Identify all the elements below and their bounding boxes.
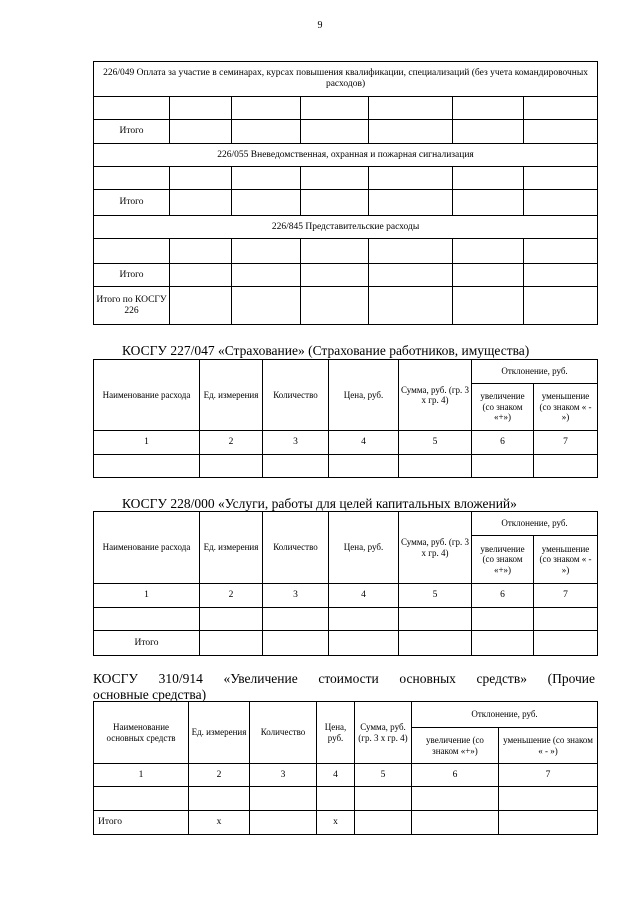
column-number: 7 xyxy=(534,431,598,455)
column-numbers-row xyxy=(94,584,598,608)
table-row xyxy=(94,455,598,478)
total-label: Итого xyxy=(94,811,189,835)
header-decrease: уменьшение (со знаком « - ») xyxy=(534,536,598,584)
column-number: 1 xyxy=(94,764,189,787)
header-sum: Сумма, руб. (гр. 3 х гр. 4) xyxy=(399,360,472,431)
table-310 xyxy=(93,701,598,835)
x-mark: х xyxy=(189,811,250,835)
total-label: Итого xyxy=(94,264,170,287)
column-number: 1 xyxy=(94,584,200,608)
table-226 xyxy=(93,61,598,325)
heading-310-line1: КОСГУ 310/914 «Увеличение стоимости основных средств» (Прочие xyxy=(93,671,595,686)
header-qty: Количество xyxy=(263,360,329,431)
column-number: 3 xyxy=(250,764,317,787)
header-price: Цена, руб. xyxy=(329,360,399,431)
column-number: 5 xyxy=(399,431,472,455)
header-price: Цена, руб. xyxy=(317,702,355,764)
heading-310-line2: основные средства) xyxy=(93,687,207,702)
column-number: 2 xyxy=(200,431,263,455)
table-row xyxy=(94,167,598,190)
column-number: 1 xyxy=(94,431,200,455)
section-title-226-055: 226/055 Вневедомственная, охранная и пожарная сигнализация xyxy=(94,144,598,167)
header-name: Наименование расхода xyxy=(94,360,200,431)
header-increase: увеличение (со знаком «+») xyxy=(472,536,534,584)
grand-total-label: Итого по КОСГУ 226 xyxy=(94,287,170,325)
table-row xyxy=(94,787,598,811)
table-227 xyxy=(93,359,598,478)
column-number: 4 xyxy=(329,431,399,455)
table-row xyxy=(94,190,598,216)
table-row xyxy=(94,608,598,631)
column-number: 5 xyxy=(399,584,472,608)
column-number: 6 xyxy=(472,584,534,608)
column-number: 5 xyxy=(355,764,412,787)
header-qty: Количество xyxy=(263,512,329,584)
column-numbers-row xyxy=(94,764,598,787)
column-number: 2 xyxy=(200,584,263,608)
table-row xyxy=(94,239,598,264)
section-title-226-049: 226/049 Оплата за участие в семинарах, курсах повышения квалификации, специализаций (без учета командировочных расходов) xyxy=(94,62,598,97)
header-unit: Ед. измерения xyxy=(200,360,263,431)
section-title-226-845: 226/845 Представительские расходы xyxy=(94,216,598,239)
column-number: 7 xyxy=(534,584,598,608)
table-row xyxy=(94,264,598,287)
header-deviation: Отклонение, руб. xyxy=(472,360,598,384)
column-numbers-row xyxy=(94,431,598,455)
header-sum: Сумма, руб. (гр. 3 х гр. 4) xyxy=(355,702,412,764)
column-number: 6 xyxy=(472,431,534,455)
header-deviation: Отклонение, руб. xyxy=(412,702,598,728)
header-name: Наименование расхода xyxy=(94,512,200,584)
header-price: Цена, руб. xyxy=(329,512,399,584)
header-unit: Ед. измерения xyxy=(200,512,263,584)
heading-228: КОСГУ 228/000 «Услуги, работы для целей капитальных вложений» xyxy=(122,496,517,511)
header-sum: Сумма, руб. (гр. 3 х гр. 4) xyxy=(399,512,472,584)
column-number: 3 xyxy=(263,584,329,608)
header-deviation: Отклонение, руб. xyxy=(472,512,598,536)
table-228 xyxy=(93,511,598,656)
column-number: 3 xyxy=(263,431,329,455)
total-label: Итого xyxy=(94,120,170,144)
column-number: 4 xyxy=(317,764,355,787)
total-label: Итого xyxy=(94,631,200,656)
table-row xyxy=(94,97,598,120)
table-row xyxy=(94,120,598,144)
table-row xyxy=(94,811,598,835)
header-decrease: уменьшение (со знаком « - ») xyxy=(499,728,598,764)
column-number: 6 xyxy=(412,764,499,787)
table-row xyxy=(94,287,598,325)
header-unit: Ед. измерения xyxy=(189,702,250,764)
header-decrease: уменьшение (со знаком « - ») xyxy=(534,384,598,431)
column-number: 7 xyxy=(499,764,598,787)
column-number: 4 xyxy=(329,584,399,608)
total-label: Итого xyxy=(94,190,170,216)
header-increase: увеличение (со знаком «+») xyxy=(472,384,534,431)
header-increase: увеличение (со знаком «+») xyxy=(412,728,499,764)
x-mark: х xyxy=(317,811,355,835)
heading-227: КОСГУ 227/047 «Страхование» (Страхование работников, имущества) xyxy=(122,343,530,358)
header-qty: Количество xyxy=(250,702,317,764)
page-number: 9 xyxy=(317,20,323,31)
table-row xyxy=(94,631,598,656)
header-name: Наименование основных средств xyxy=(94,702,189,764)
column-number: 2 xyxy=(189,764,250,787)
